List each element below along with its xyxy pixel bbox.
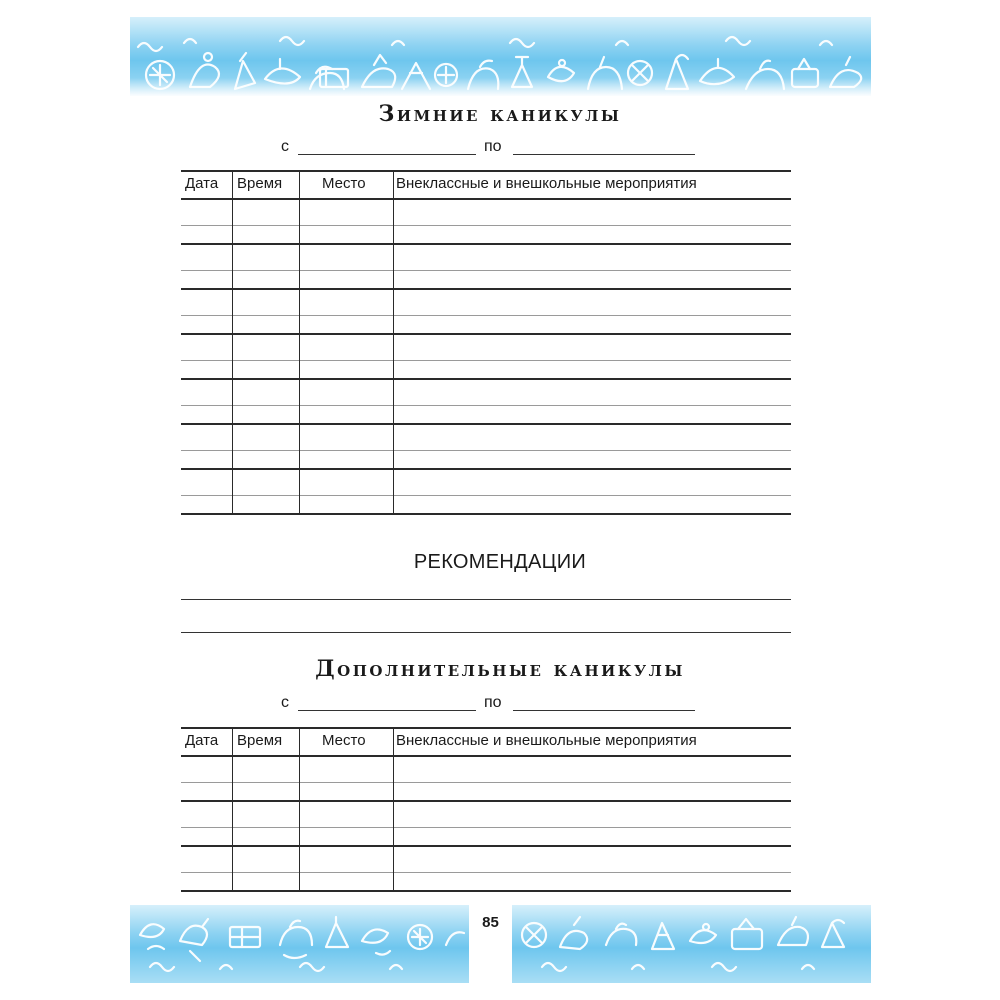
column-header-date: Дата: [185, 732, 219, 749]
table-rule: [181, 243, 791, 245]
winter-from-label: с: [281, 138, 289, 155]
winter-from-field[interactable]: [298, 154, 476, 155]
table-rule: [181, 315, 791, 316]
table-rule: [181, 198, 791, 200]
column-divider: [299, 727, 300, 892]
table-rule: [181, 288, 791, 290]
bottom-right-decorative-band: [512, 905, 871, 983]
additional-from-field[interactable]: [298, 710, 476, 711]
table-rule: [181, 423, 791, 425]
winter-to-label: по: [484, 138, 502, 155]
additional-holidays-title: Дополнительные каникулы: [315, 656, 685, 682]
column-divider: [393, 727, 394, 892]
winter-holidays-title: Зимние каникулы: [378, 101, 622, 127]
column-header-activities: Внеклассные и внешкольные мероприятия: [396, 175, 697, 192]
table-rule: [181, 495, 791, 496]
additional-to-field[interactable]: [513, 710, 695, 711]
table-rule: [181, 270, 791, 271]
table-rule: [181, 333, 791, 335]
table-rule: [181, 827, 791, 828]
table-rule: [181, 800, 791, 802]
top-decorative-band: [130, 17, 871, 96]
table-rule: [181, 890, 791, 892]
column-divider: [232, 170, 233, 515]
bottom-left-decorative-band: [130, 905, 469, 983]
table-rule: [181, 755, 791, 757]
column-header-activities: Внеклассные и внешкольные мероприятия: [396, 732, 697, 749]
column-header-time: Время: [237, 175, 283, 192]
winter-schedule-table: [181, 170, 791, 516]
recommendations-title: РЕКОМЕНДАЦИИ: [413, 551, 587, 573]
winter-period: [0, 138, 1000, 158]
table-rule: [181, 450, 791, 451]
table-rule: [181, 513, 791, 515]
additional-to-label: по: [484, 694, 502, 711]
column-header-place: Место: [322, 175, 366, 192]
doodle-pattern-icon: [130, 905, 469, 983]
recommendations-line[interactable]: [181, 599, 791, 600]
doodle-pattern-icon: [512, 905, 871, 983]
recommendations-line[interactable]: [181, 632, 791, 633]
column-header-place: Место: [322, 732, 366, 749]
column-header-date: Дата: [185, 175, 219, 192]
table-rule: [181, 845, 791, 847]
table-rule: [181, 170, 791, 172]
table-rule: [181, 405, 791, 406]
winter-to-field[interactable]: [513, 154, 695, 155]
page-number: 85: [482, 914, 499, 931]
table-rule: [181, 468, 791, 470]
table-rule: [181, 378, 791, 380]
table-rule: [181, 225, 791, 226]
column-divider: [299, 170, 300, 515]
column-divider: [393, 170, 394, 515]
column-header-time: Время: [237, 732, 283, 749]
table-rule: [181, 727, 791, 729]
additional-schedule-table: [181, 727, 791, 893]
doodle-pattern-icon: [130, 17, 871, 96]
table-rule: [181, 872, 791, 873]
additional-period: [0, 694, 1000, 714]
table-rule: [181, 360, 791, 361]
column-divider: [232, 727, 233, 892]
table-rule: [181, 782, 791, 783]
additional-from-label: с: [281, 694, 289, 711]
